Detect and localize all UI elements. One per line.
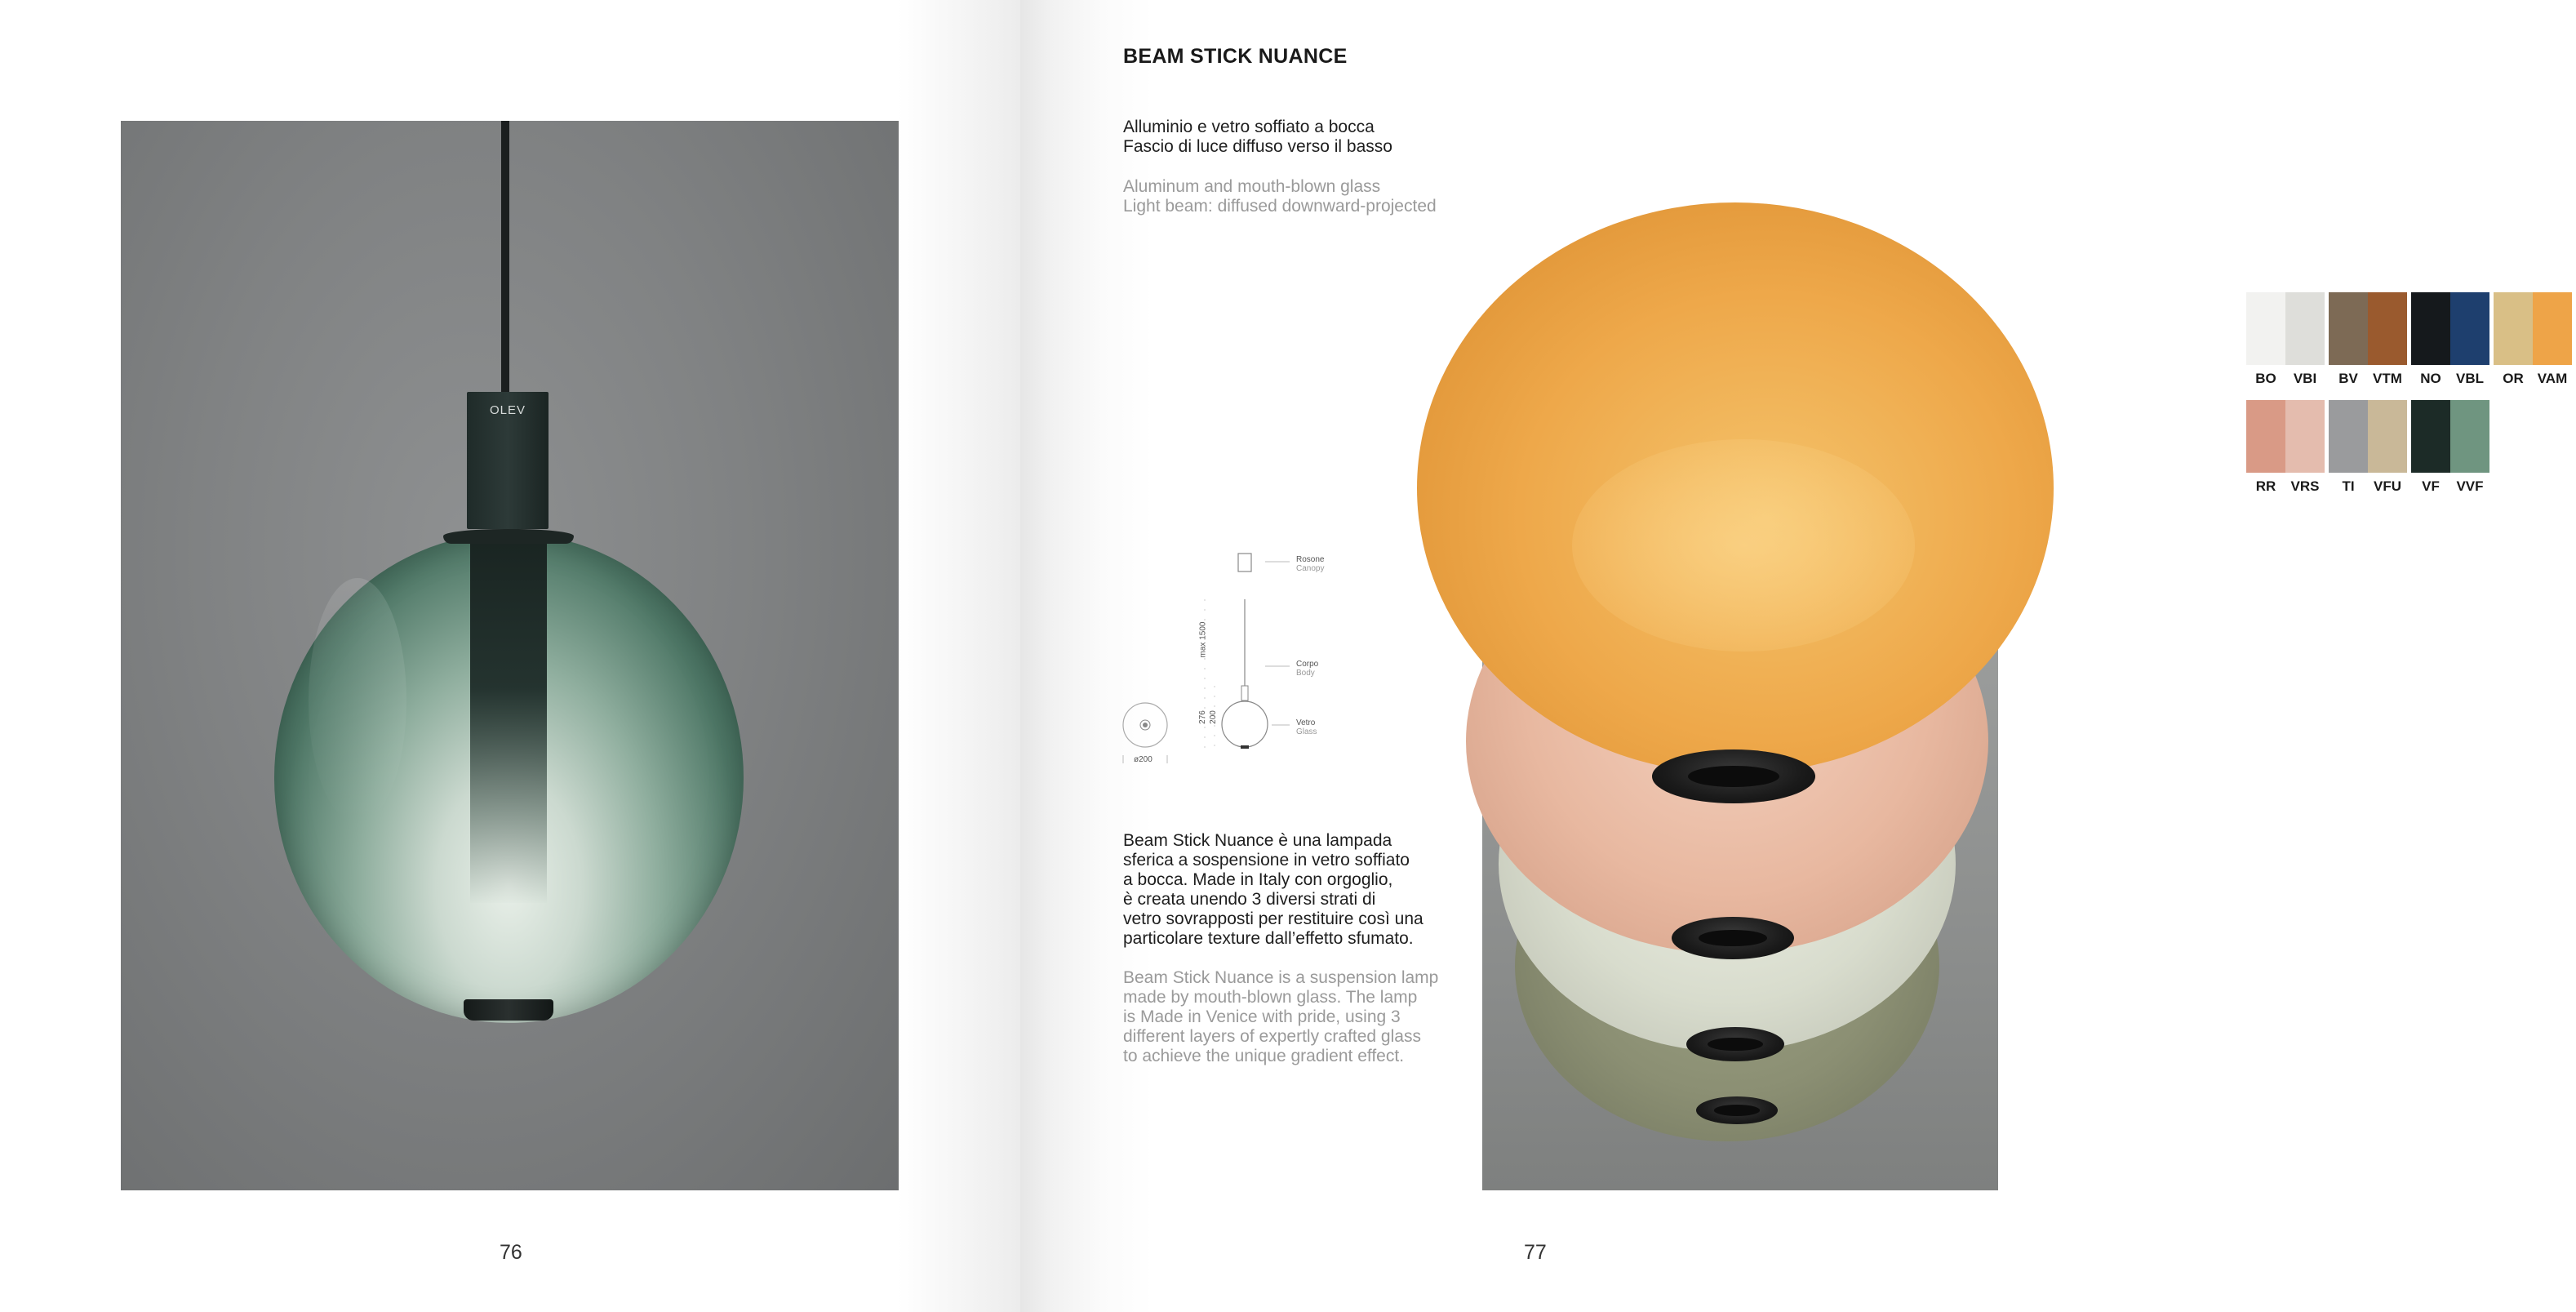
body-it-line: è creata unendo 3 diversi strati di bbox=[1123, 890, 1376, 909]
swatch-ti bbox=[2329, 400, 2368, 494]
swatch-code: OR bbox=[2503, 371, 2524, 386]
body-en-line: made by mouth-blown glass. The lamp bbox=[1123, 988, 1418, 1007]
dim-276: 276 bbox=[1197, 710, 1207, 724]
swatch-row-2 bbox=[2246, 400, 2494, 494]
swatch-color bbox=[2329, 400, 2368, 473]
swatch-bo bbox=[2246, 292, 2285, 386]
knob-4 bbox=[1696, 1096, 1778, 1124]
swatch-code: VRS bbox=[2290, 478, 2320, 494]
body-en-line: different layers of expertly crafted glass bbox=[1123, 1027, 1421, 1046]
swatch-color bbox=[2411, 292, 2450, 365]
swatch-color bbox=[2246, 292, 2285, 365]
dim-diameter: ø200 bbox=[1134, 755, 1153, 764]
label-canopy: Rosone Canopy bbox=[1296, 555, 1325, 573]
desc-en-line-1: Aluminum and mouth-blown glass bbox=[1123, 177, 1381, 196]
body-it-line: a bocca. Made in Italy con orgoglio, bbox=[1123, 870, 1393, 889]
swatch-or bbox=[2494, 292, 2533, 386]
swatch-color bbox=[2285, 292, 2325, 365]
swatch-vbi bbox=[2285, 292, 2325, 386]
swatch-color bbox=[2494, 292, 2533, 365]
swatch-color bbox=[2411, 400, 2450, 473]
bottom-cap bbox=[464, 999, 553, 1021]
swatch-code: VAM bbox=[2537, 371, 2568, 386]
swatch-color bbox=[2533, 292, 2572, 365]
lamp-body bbox=[467, 392, 549, 529]
swatch-code: BV bbox=[2338, 371, 2358, 386]
knob-3 bbox=[1686, 1027, 1784, 1061]
globe-inner-stick bbox=[470, 544, 547, 903]
swatch-vvf bbox=[2450, 400, 2489, 494]
swatch-vbl bbox=[2450, 292, 2489, 386]
knob-2 bbox=[1672, 917, 1794, 959]
swatch-rr bbox=[2246, 400, 2285, 494]
technical-drawing bbox=[1118, 539, 1363, 784]
swatch-code: VTM bbox=[2373, 371, 2402, 386]
swatch-code: VF bbox=[2422, 478, 2440, 494]
dim-200: 200 bbox=[1208, 710, 1218, 724]
knob-1 bbox=[1652, 749, 1815, 803]
swatch-color bbox=[2368, 292, 2407, 365]
swatch-color bbox=[2246, 400, 2285, 473]
swatch-color bbox=[2329, 292, 2368, 365]
swatch-code: VVF bbox=[2456, 478, 2484, 494]
swatch-vtm bbox=[2368, 292, 2407, 386]
page-number-right: 77 bbox=[1524, 1241, 1547, 1264]
brand-logo: OLEV bbox=[489, 403, 526, 417]
swatch-row-1 bbox=[2246, 292, 2576, 386]
body-it-line: Beam Stick Nuance è una lampada bbox=[1123, 831, 1392, 850]
left-page bbox=[0, 0, 1020, 1312]
swatch-bv bbox=[2329, 292, 2368, 386]
swatch-code: NO bbox=[2420, 371, 2441, 386]
page-number-left: 76 bbox=[500, 1241, 522, 1264]
body-it-line: sferica a sospensione in vetro soffiato bbox=[1123, 851, 1410, 869]
amber-glass-fold bbox=[1572, 439, 1915, 652]
swatch-vf bbox=[2411, 400, 2450, 494]
globe-highlight bbox=[309, 578, 406, 823]
desc-it-line-2: Fascio di luce diffuso verso il basso bbox=[1123, 137, 1392, 156]
product-title: BEAM STICK NUANCE bbox=[1123, 45, 1348, 68]
swatch-code: VBI bbox=[2293, 371, 2317, 386]
desc-it-line-1: Alluminio e vetro soffiato a bocca bbox=[1123, 118, 1375, 136]
label-body: Corpo Body bbox=[1296, 660, 1319, 678]
body-en-line: Beam Stick Nuance is a suspension lamp bbox=[1123, 968, 1439, 987]
pendant-lamp-photo bbox=[121, 121, 899, 1190]
desc-en-line-2: Light beam: diffused downward-projected bbox=[1123, 197, 1437, 216]
body-it-line: particolare texture dall’effetto sfumato. bbox=[1123, 929, 1414, 948]
body-it-line: vetro sovrapposti per restituire così una bbox=[1123, 910, 1423, 928]
swatch-color bbox=[2368, 400, 2407, 473]
swatch-color bbox=[2450, 292, 2489, 365]
label-glass: Vetro Glass bbox=[1296, 718, 1317, 736]
swatch-vfu bbox=[2368, 400, 2407, 494]
suspension-cable bbox=[501, 121, 509, 394]
swatch-code: VBL bbox=[2456, 371, 2484, 386]
swatch-no bbox=[2411, 292, 2450, 386]
swatch-vrs bbox=[2285, 400, 2325, 494]
swatch-code: VFU bbox=[2374, 478, 2401, 494]
stacked-lamps-photo bbox=[1482, 472, 1998, 1190]
body-en-line: is Made in Venice with pride, using 3 bbox=[1123, 1007, 1401, 1026]
dim-max: max 1500 bbox=[1198, 621, 1208, 658]
swatch-color bbox=[2450, 400, 2489, 473]
swatch-code: BO bbox=[2255, 371, 2276, 386]
swatch-code: TI bbox=[2342, 478, 2355, 494]
swatch-vam bbox=[2533, 292, 2572, 386]
technical-drawing-lines bbox=[1118, 539, 1363, 784]
body-en-line: to achieve the unique gradient effect. bbox=[1123, 1047, 1405, 1065]
globe-collar bbox=[443, 529, 574, 544]
swatch-color bbox=[2285, 400, 2325, 473]
swatch-code: RR bbox=[2255, 478, 2276, 494]
